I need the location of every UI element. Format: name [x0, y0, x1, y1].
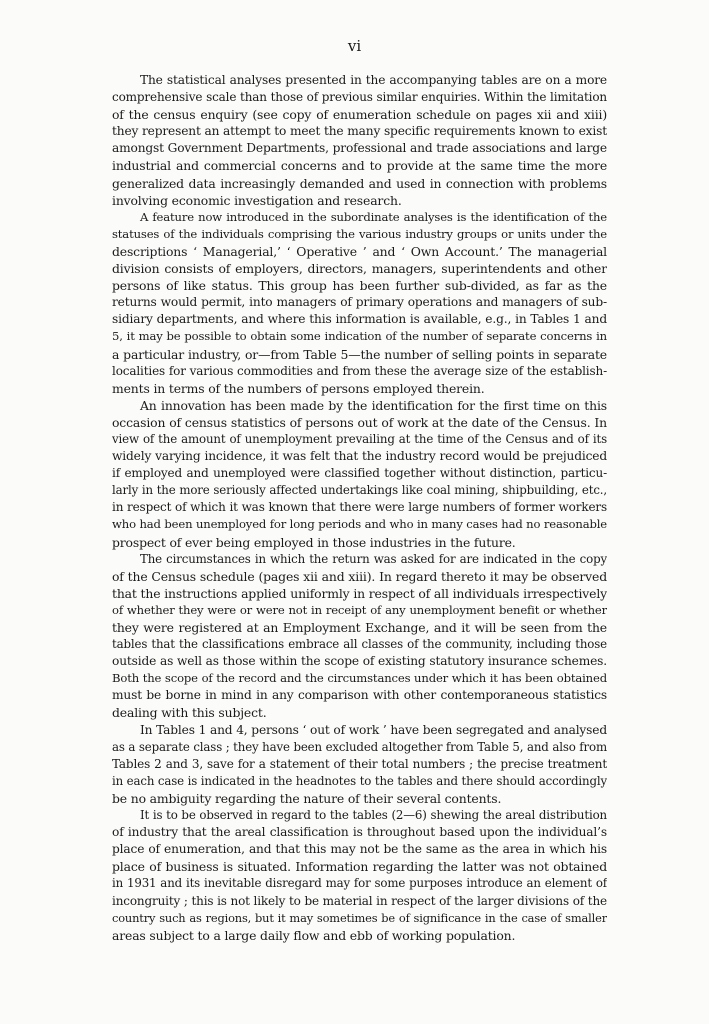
- text-line: in each case is indicated in the headnotes to the tables and there should accordingly: [112, 773, 607, 788]
- text-line: persons of like status. This group has been further sub-divided, as far as the: [112, 278, 607, 294]
- text-line: comprehensive scale than those of previous similar enquiries. Within the limitation: [112, 90, 607, 105]
- text-line: descriptions ‘ Managerial,’ ‘ Operative ’ and ‘ Own Account.’ The managerial: [112, 243, 607, 259]
- text-line: of the census enquiry (see copy of enumeration schedule on pages xii and xiii): [112, 107, 607, 123]
- text-line: ments in terms of the numbers of persons employed therein.: [112, 380, 485, 396]
- text-line: Tables 2 and 3, save for a statement of their total numbers ; the precise treatment: [112, 756, 607, 771]
- text-line: dealing with this subject.: [112, 705, 267, 721]
- text-line: A feature now introduced in the subordinate analyses is the identification of the: [140, 209, 607, 224]
- text-line: sidiary departments, and where this information is available, e.g., in Tables 1 and: [112, 312, 607, 327]
- text-line: of industry that the areal classification is throughout based upon the individual’s: [112, 825, 607, 840]
- text-line: a particular industry, or—from Table 5—the number of selling points in separate: [112, 346, 607, 362]
- text-line: statuses of the individuals comprising the various industry groups or units under the: [112, 226, 607, 241]
- text-line: of whether they were or were not in receipt of any unemployment benefit or whether: [112, 602, 607, 617]
- text-line: they represent an attempt to meet the many specific requirements known to exist: [112, 124, 607, 139]
- text-line: It is to be observed in regard to the tables (2—6) shewing the areal distribution: [140, 808, 607, 823]
- text-line: larly in the more seriously affected undertakings like coal mining, shipbuilding, etc.,: [112, 483, 607, 498]
- text-line: generalized data increasingly demanded and used in connection with problems: [112, 175, 607, 191]
- text-line: division consists of employers, directors, managers, superintendents and other: [112, 261, 607, 277]
- text-line: if employed and unemployed were classified together without distinction, particu-: [112, 466, 607, 481]
- paragraph-2: [112, 209, 607, 397]
- paragraph-6: [112, 807, 607, 944]
- text-line: localities for various commodities and from these the average size of the establish-: [112, 363, 607, 378]
- text-line: returns would permit, into managers of primary operations and managers of sub-: [112, 295, 607, 310]
- text-line: that the instructions applied uniformly in respect of all individuals irrespectively: [112, 585, 607, 601]
- page-number: vi: [347, 37, 362, 55]
- text-line: incongruity ; this is not likely to be material in respect of the larger divisions of the: [112, 893, 607, 908]
- paragraph-4: [112, 551, 607, 722]
- text-line: In Tables 1 and 4, persons ‘ out of work ’ have been segregated and analysed: [140, 722, 607, 737]
- text-line: country such as regions, but it may sometimes be of significance in the case of smaller: [112, 910, 607, 925]
- text-line: involving economic investigation and research.: [112, 192, 402, 208]
- text-line: areas subject to a large daily flow and ebb of working population.: [112, 927, 516, 943]
- text-line: tables that the classifications embrace all classes of the community, including those: [112, 637, 607, 652]
- text-line: amongst Government Departments, professional and trade associations and large: [112, 141, 607, 156]
- text-line: view of the amount of unemployment prevailing at the time of the Census and of its: [112, 431, 607, 446]
- paragraph-1: [112, 72, 607, 209]
- text-line: Both the scope of the record and the circumstances under which it has been obtained: [112, 671, 607, 686]
- text-line: of the Census schedule (pages xii and xiii). In regard thereto it may be observed: [112, 568, 607, 584]
- text-line: widely varying incidence, it was felt that the industry record would be prejudiced: [112, 449, 607, 464]
- text-line: in 1931 and its inevitable disregard may for some purposes introduce an element of: [112, 876, 607, 891]
- text-line: The statistical analyses presented in the accompanying tables are on a more: [140, 73, 607, 87]
- text-line: place of enumeration, and that this may not be the same as the area in which his: [112, 842, 607, 857]
- paragraph-3: [112, 397, 607, 551]
- text-line: they were registered at an Employment Exchange, and it will be seen from the: [112, 620, 607, 635]
- text-line: prospect of ever being employed in those industries in the future.: [112, 534, 516, 550]
- text-line: industrial and commercial concerns and to provide at the same time the more: [112, 158, 607, 174]
- text-line: as a separate class ; they have been excluded altogether from Table 5, and also from: [112, 739, 607, 754]
- text-line: place of business is situated. Information regarding the latter was not obtained: [112, 859, 607, 875]
- text-line: An innovation has been made by the identification for the first time on this: [140, 397, 607, 413]
- text-line: be no ambiguity regarding the nature of their several contents.: [112, 790, 502, 806]
- text-line: occasion of census statistics of persons out of work at the date of the Census. In: [112, 414, 607, 430]
- text-line: must be borne in mind in any comparison with other contemporaneous statistics: [112, 688, 607, 703]
- paragraph-5: [112, 722, 607, 807]
- text-line: 5, it may be possible to obtain some indication of the number of separate concerns in: [112, 329, 607, 344]
- body-text: [112, 72, 607, 944]
- text-line: The circumstances in which the return was asked for are indicated in the copy: [140, 551, 607, 566]
- text-line: who had been unemployed for long periods and who in many cases had no reasonable: [112, 517, 607, 532]
- text-line: outside as well as those within the scope of existing statutory insurance schemes.: [112, 654, 607, 669]
- text-line: in respect of which it was known that there were large numbers of former workers: [112, 500, 607, 515]
